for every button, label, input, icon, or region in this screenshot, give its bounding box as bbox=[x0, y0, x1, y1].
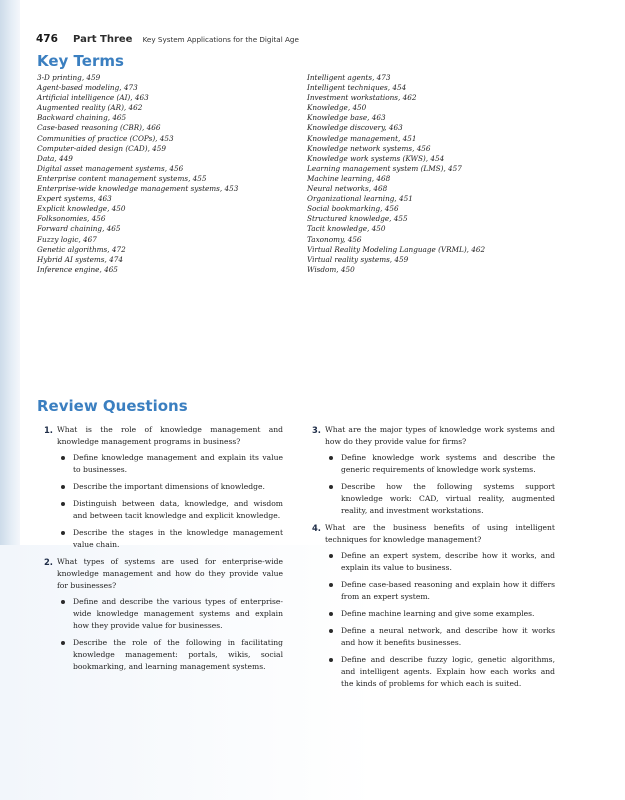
bullet-text: Define case-based reasoning and explain how it differs from an expert system. bbox=[341, 580, 555, 601]
key-term: Machine learning, 468 bbox=[307, 173, 391, 183]
key-term: Enterprise content management systems, 455 bbox=[37, 173, 207, 183]
question-bullets bbox=[57, 596, 283, 673]
bullet-text: Define and describe fuzzy logic, genetic algorithms, and intelligent agents. Explain how each works and the kinds of problems for which each is suited. bbox=[341, 655, 555, 688]
bullet-text: Define and describe the various types of enterprise-wide knowledge management systems and explain how they provide value for businesses. bbox=[73, 597, 283, 630]
key-term: Communities of practice (COPs), 453 bbox=[37, 133, 174, 143]
question-text: What types of systems are used for enterprise-wide knowledge management and how do they provide value for businesses? bbox=[57, 557, 283, 590]
bullet-icon bbox=[329, 485, 333, 489]
review-questions-right-column bbox=[305, 424, 555, 695]
key-term: Knowledge management, 451 bbox=[307, 133, 417, 143]
key-terms-heading: Key Terms bbox=[37, 52, 124, 70]
key-term: Case-based reasoning (CBR), 466 bbox=[37, 123, 161, 133]
review-question bbox=[305, 424, 555, 517]
key-term: Digital asset management systems, 456 bbox=[37, 163, 184, 173]
bullet-text: Describe the stages in the knowledge management value chain. bbox=[73, 528, 283, 549]
key-term: Neural networks, 468 bbox=[307, 184, 388, 194]
question-bullet bbox=[57, 498, 283, 522]
bullet-text: Define knowledge management and explain its value to businesses. bbox=[73, 453, 283, 474]
key-term: Tacit knowledge, 450 bbox=[307, 224, 386, 234]
question-number: 4. bbox=[311, 523, 321, 533]
key-term: Structured knowledge, 455 bbox=[307, 214, 408, 224]
question-bullet bbox=[57, 452, 283, 476]
question-bullet bbox=[325, 579, 555, 603]
bullet-icon bbox=[329, 629, 333, 633]
key-term: Taxonomy, 456 bbox=[307, 234, 362, 244]
bullet-text: Distinguish between data, knowledge, and wisdom and between tacit knowledge and explicit knowledge. bbox=[73, 499, 283, 520]
bullet-icon bbox=[61, 531, 65, 535]
question-number: 3. bbox=[311, 425, 321, 435]
key-term: Folksonomies, 456 bbox=[37, 214, 106, 224]
running-head bbox=[36, 27, 299, 43]
review-questions-left-column bbox=[37, 424, 283, 678]
key-term: Agent-based modeling, 473 bbox=[37, 83, 138, 93]
key-term: Knowledge discovery, 463 bbox=[307, 123, 403, 133]
bullet-text: Describe the role of the following in facilitating knowledge management: portals, wikis, social bookmarking, and learning management systems. bbox=[73, 638, 283, 671]
bullet-text: Describe the important dimensions of knowledge. bbox=[73, 482, 265, 491]
review-question bbox=[37, 556, 283, 673]
bullet-icon bbox=[329, 658, 333, 662]
question-bullet bbox=[325, 550, 555, 574]
key-term: Virtual Reality Modeling Language (VRML), 462 bbox=[307, 244, 486, 254]
key-term: Intelligent techniques, 454 bbox=[307, 83, 407, 93]
bullet-text: Define a neural network, and describe how it works and how it benefits businesses. bbox=[341, 626, 555, 647]
part-label: Part Three bbox=[73, 34, 133, 45]
question-bullet bbox=[325, 481, 555, 517]
key-term: Intelligent agents, 473 bbox=[307, 73, 391, 82]
bullet-icon bbox=[329, 612, 333, 616]
question-bullets bbox=[57, 452, 283, 551]
bullet-icon bbox=[61, 456, 65, 460]
bullet-text: Define knowledge work systems and describe the generic requirements of knowledge work systems. bbox=[341, 453, 555, 474]
page-number: 476 bbox=[36, 33, 58, 45]
question-bullet bbox=[57, 637, 283, 673]
bullet-icon bbox=[329, 583, 333, 587]
review-questions-heading: Review Questions bbox=[37, 397, 188, 415]
question-bullets bbox=[325, 452, 555, 517]
question-bullet bbox=[57, 596, 283, 632]
key-term: Knowledge work systems (KWS), 454 bbox=[307, 153, 445, 163]
key-term: Expert systems, 463 bbox=[37, 194, 112, 204]
key-term: Investment workstations, 462 bbox=[307, 93, 417, 103]
question-bullet bbox=[57, 527, 283, 551]
key-terms-left-column bbox=[37, 73, 292, 275]
key-term: Knowledge, 450 bbox=[307, 103, 367, 113]
bullet-icon bbox=[61, 641, 65, 645]
bullet-icon bbox=[61, 485, 65, 489]
key-term: Computer-aided design (CAD), 459 bbox=[37, 143, 167, 153]
key-term: Backward chaining, 465 bbox=[37, 113, 127, 123]
review-question bbox=[305, 522, 555, 690]
question-number: 2. bbox=[43, 557, 53, 567]
key-term: Genetic algorithms, 472 bbox=[37, 244, 126, 254]
key-term: Virtual reality systems, 459 bbox=[307, 254, 409, 264]
key-term: Social bookmarking, 456 bbox=[307, 204, 399, 214]
question-text: What are the business benefits of using intelligent techniques for knowledge management? bbox=[325, 523, 555, 544]
question-bullet bbox=[325, 625, 555, 649]
key-term: Artificial intelligence (AI), 463 bbox=[37, 93, 149, 103]
part-title: Key System Applications for the Digital Age bbox=[142, 35, 299, 44]
key-term: Inference engine, 465 bbox=[37, 264, 118, 274]
key-term: Forward chaining, 465 bbox=[37, 224, 121, 234]
bullet-text: Define machine learning and give some examples. bbox=[341, 609, 535, 618]
question-number: 1. bbox=[43, 425, 53, 435]
review-question bbox=[37, 424, 283, 551]
question-bullet bbox=[325, 452, 555, 476]
key-term: Enterprise-wide knowledge management systems, 453 bbox=[37, 184, 239, 194]
key-term: Knowledge base, 463 bbox=[307, 113, 386, 123]
key-term: Hybrid AI systems, 474 bbox=[37, 254, 123, 264]
key-term: Wisdom, 450 bbox=[307, 264, 355, 274]
bullet-text: Describe how the following systems support knowledge work: CAD, virtual reality, augmented reality, and investment workstations. bbox=[341, 482, 555, 515]
key-term: Organizational learning, 451 bbox=[307, 194, 413, 204]
question-bullets bbox=[325, 550, 555, 690]
question-bullet bbox=[325, 654, 555, 690]
key-terms-right-column bbox=[307, 73, 592, 275]
bullet-text: Define an expert system, describe how it works, and explain its value to business. bbox=[341, 551, 555, 572]
question-text: What are the major types of knowledge work systems and how do they provide value for firms? bbox=[325, 425, 555, 446]
bullet-icon bbox=[329, 554, 333, 558]
key-term: 3-D printing, 459 bbox=[37, 73, 101, 82]
key-term: Explicit knowledge, 450 bbox=[37, 204, 126, 214]
key-term: Learning management system (LMS), 457 bbox=[307, 163, 462, 173]
key-term: Augmented reality (AR), 462 bbox=[37, 103, 143, 113]
key-term: Data, 449 bbox=[37, 153, 73, 163]
question-bullet bbox=[325, 608, 555, 620]
key-term: Knowledge network systems, 456 bbox=[307, 143, 431, 153]
bullet-icon bbox=[61, 600, 65, 604]
key-term: Fuzzy logic, 467 bbox=[37, 234, 97, 244]
bullet-icon bbox=[329, 456, 333, 460]
bullet-icon bbox=[61, 502, 65, 506]
question-bullet bbox=[57, 481, 283, 493]
question-text: What is the role of knowledge management and knowledge management programs in business? bbox=[57, 425, 283, 446]
